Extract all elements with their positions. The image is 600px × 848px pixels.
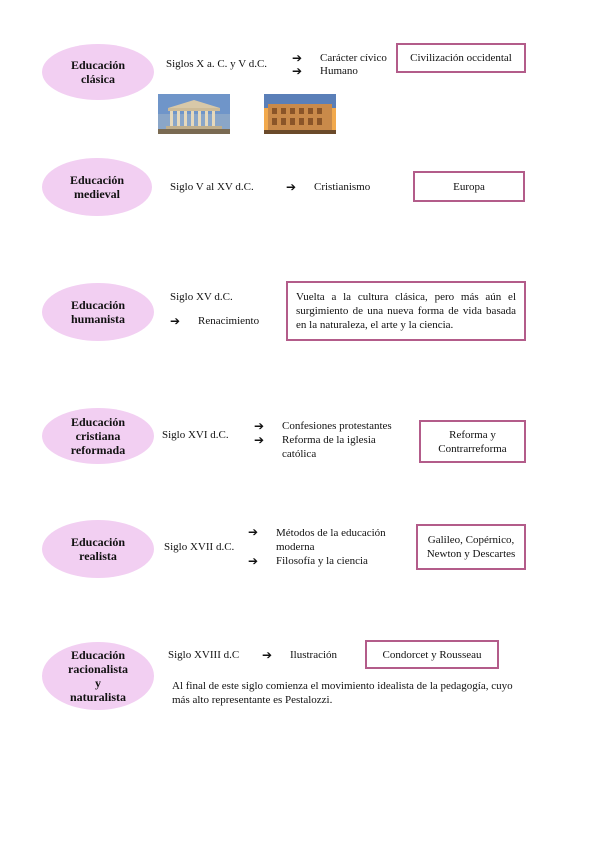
parthenon-photo: [158, 94, 230, 134]
period-clasica: Siglos X a. C. y V d.C.: [166, 58, 268, 70]
title-line: humanista: [70, 312, 126, 326]
arrow-icon: ➔: [254, 419, 265, 433]
item-reformada-1: Confesiones protestantes: [282, 420, 392, 432]
title-line: Educación: [70, 415, 125, 429]
box-clasica: Civilización occidental: [396, 43, 526, 73]
oval-educacion-clasica: [42, 44, 154, 100]
arrow-icon: ➔: [292, 51, 303, 65]
oval-educacion-realista: [42, 520, 154, 578]
title-line: Educación: [70, 298, 125, 312]
arrow-icon: ➔: [170, 314, 181, 328]
title-line: cristiana: [75, 429, 121, 443]
arrow-icon: ➔: [286, 180, 297, 194]
title-line: Educación: [69, 173, 124, 187]
period-humanista: Siglo XV d.C.: [170, 291, 233, 303]
arrow-icon: ➔: [262, 648, 273, 662]
box-humanista: [286, 281, 526, 341]
arrow-icon: ➔: [292, 64, 303, 78]
box-line: Newton y Descartes: [426, 548, 516, 560]
item-realista-3: Filosofía y la ciencia: [276, 555, 368, 567]
item-reformada-3: católica: [282, 448, 317, 460]
title-line: clásica: [80, 72, 115, 86]
arrow-icon: ➔: [248, 554, 259, 568]
arrow-icon: ➔: [248, 525, 259, 539]
item-humanista: Renacimiento: [198, 315, 260, 327]
item-racionalista: Ilustración: [290, 649, 338, 661]
title-line: naturalista: [69, 690, 126, 704]
item-clasica-2: Humano: [320, 65, 358, 77]
item-realista-2: moderna: [276, 541, 315, 553]
oval-educacion-medieval: [42, 158, 152, 216]
title-line: reformada: [70, 443, 126, 457]
title-line: realista: [79, 549, 117, 563]
box-line: Contrarreforma: [438, 442, 507, 455]
title-line: y: [95, 676, 101, 690]
item-realista-1: Métodos de la educación: [276, 527, 386, 539]
box-line: Galileo, Copérnico,: [427, 534, 515, 546]
item-reformada-2: Reforma de la iglesia: [282, 434, 376, 446]
period-racionalista: Siglo XVIII d.C: [168, 649, 240, 661]
box-reformada: [419, 420, 526, 463]
oval-educacion-humanista: [42, 283, 154, 341]
note-racionalista: Al final de este siglo comienza el movimiento idealista de la pedagogía, cuyo más alto representante es Pestalozzi.: [172, 680, 513, 706]
period-realista: Siglo XVII d.C.: [164, 541, 235, 553]
box-humanista-text: Vuelta a la cultura clásica, pero más aún el surgimiento de una nueva forma de vida basada en la naturaleza, el arte y la ciencia.: [296, 291, 516, 331]
colosseum-photo: [264, 94, 336, 134]
period-reformada: Siglo XVI d.C.: [162, 429, 229, 441]
title-line: Educación: [70, 58, 125, 72]
item-clasica-1: Carácter cívico: [320, 52, 387, 64]
arrow-icon: ➔: [254, 433, 265, 447]
title-line: medieval: [73, 187, 120, 201]
title-line: Educación: [70, 648, 125, 662]
box-racionalista: Condorcet y Rousseau: [365, 640, 499, 669]
box-medieval: Europa: [413, 171, 525, 202]
item-medieval: Cristianismo: [314, 181, 371, 193]
title-line: Educación: [70, 535, 125, 549]
title-line: racionalista: [68, 662, 128, 676]
oval-educacion-racionalista: [42, 642, 154, 710]
oval-educacion-reformada: [42, 408, 154, 464]
period-medieval: Siglo V al XV d.C.: [170, 181, 254, 193]
box-line: Reforma y: [449, 428, 496, 441]
box-realista: [416, 524, 526, 570]
